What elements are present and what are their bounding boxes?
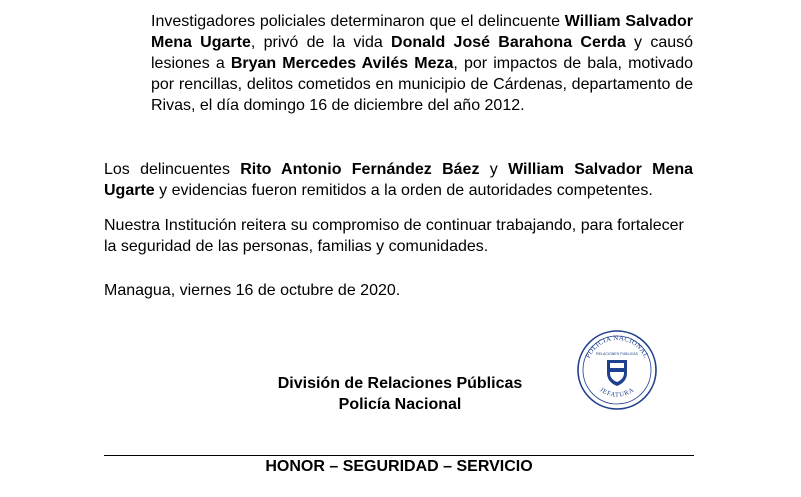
p2-text-1: Los delincuentes	[104, 161, 241, 178]
p2-text-2: y	[479, 161, 509, 178]
p1-name-2: Donald José Barahona Cerda	[391, 34, 626, 51]
p1-text-4: , por impactos de bala, motivado por rencillas, delitos cometidos en municipio de Cárdenas, departamento de Rivas, el día domingo 16 de diciembre del año 2012.	[151, 55, 693, 114]
p1-name-3: Bryan Mercedes Avilés Meza	[230, 55, 454, 72]
paragraph-investigation	[151, 11, 693, 116]
dateline: Managua, viernes 16 de octubre de 2020.	[104, 282, 401, 299]
seal-shield-band	[609, 368, 625, 372]
footer-motto: HONOR – SEGURIDAD – SERVICIO	[265, 458, 533, 475]
p2-name-2: William Salvador Mena Ugarte	[104, 161, 694, 199]
seal-bottom-text: JEFATURA	[598, 386, 636, 399]
seal-sub-text: RELACIONES PUBLICAS	[596, 352, 638, 356]
p1-text-3: y causó lesiones a	[151, 34, 694, 72]
seal-top-text: POLICIA NACIONAL	[583, 333, 651, 360]
signature-division: División de Relaciones Públicas	[277, 375, 523, 392]
p2-name-1: Rito Antonio Fernández Báez	[240, 161, 480, 178]
paragraph-commitment: Nuestra Institución reitera su compromiso de continuar trabajando, para fortalecer la seguridad de las personas, familias y comunidades.	[104, 217, 684, 255]
police-seal-icon	[576, 329, 658, 411]
p1-text-1: Investigadores policiales determinaron que el delincuente	[151, 13, 565, 30]
p2-text-3: y evidencias fueron remitidos a la orden de autoridades competentes.	[154, 182, 653, 199]
p1-text-2: , privó de la vida	[250, 34, 392, 51]
signature-institution: Policía Nacional	[338, 396, 462, 413]
paragraph-referral	[104, 159, 693, 201]
p1-name-1: William Salvador Mena Ugarte	[151, 13, 694, 51]
